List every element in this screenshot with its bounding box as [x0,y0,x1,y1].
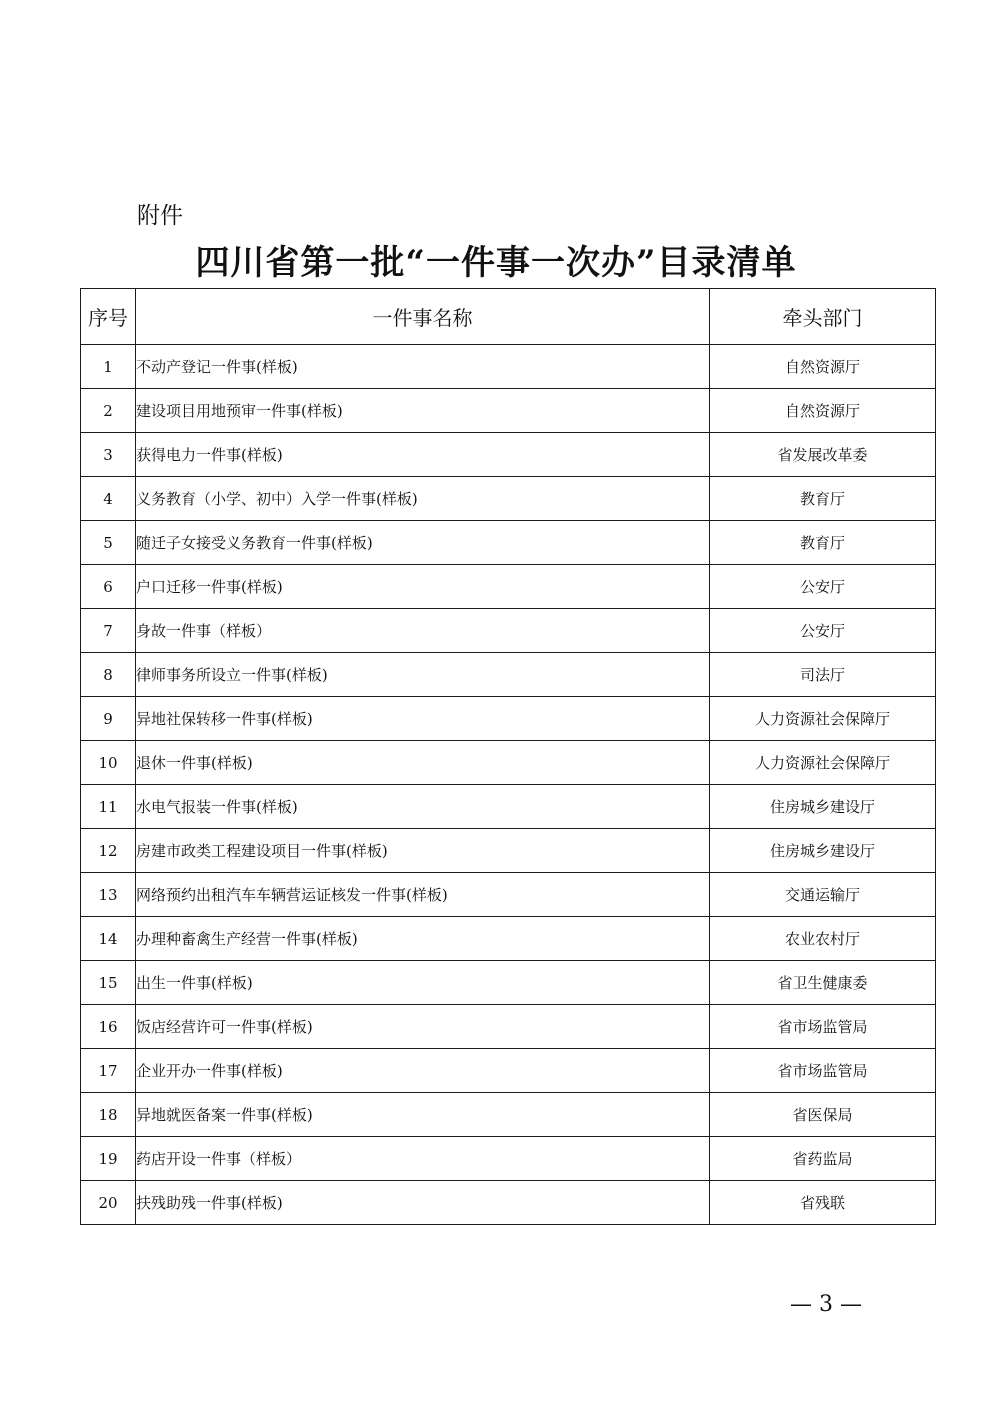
page-number: — 3 — [790,1292,862,1317]
row-number: 13 [81,873,136,917]
table-row [81,389,936,433]
table-row [81,829,936,873]
item-name: 随迁子女接受义务教育一件事(样板) [136,521,710,565]
item-name: 饭店经营许可一件事(样板) [136,1005,710,1049]
item-name: 房建市政类工程建设项目一件事(样板) [136,829,710,873]
table-row [81,521,936,565]
row-number: 20 [81,1181,136,1225]
attachment-label: 附件 [137,203,183,229]
table-row [81,609,936,653]
item-name: 获得电力一件事(样板) [136,433,710,477]
row-number: 12 [81,829,136,873]
lead-department: 教育厅 [710,521,936,565]
lead-department: 住房城乡建设厅 [710,785,936,829]
lead-department: 省发展改革委 [710,433,936,477]
item-name: 异地就医备案一件事(样板) [136,1093,710,1137]
lead-department: 司法厅 [710,653,936,697]
row-number: 9 [81,697,136,741]
lead-department: 省残联 [710,1181,936,1225]
row-number: 3 [81,433,136,477]
lead-department: 自然资源厅 [710,389,936,433]
lead-department: 交通运输厅 [710,873,936,917]
table-row [81,433,936,477]
row-number: 10 [81,741,136,785]
item-name: 身故一件事（样板） [136,609,710,653]
lead-department: 省医保局 [710,1093,936,1137]
item-name: 出生一件事(样板) [136,961,710,1005]
row-number: 17 [81,1049,136,1093]
item-name: 不动产登记一件事(样板) [136,345,710,389]
item-name: 义务教育（小学、初中）入学一件事(样板) [136,477,710,521]
table-row [81,741,936,785]
header-item-name: 一件事名称 [136,289,710,345]
table-row [81,961,936,1005]
table-row [81,565,936,609]
item-name: 退休一件事(样板) [136,741,710,785]
lead-department: 省卫生健康委 [710,961,936,1005]
item-name: 企业开办一件事(样板) [136,1049,710,1093]
row-number: 16 [81,1005,136,1049]
lead-department: 省市场监管局 [710,1005,936,1049]
table-row [81,1049,936,1093]
item-name: 律师事务所设立一件事(样板) [136,653,710,697]
item-name: 户口迁移一件事(样板) [136,565,710,609]
catalog-table [80,288,936,1225]
item-name: 水电气报装一件事(样板) [136,785,710,829]
row-number: 15 [81,961,136,1005]
table-row [81,477,936,521]
row-number: 7 [81,609,136,653]
table-row [81,917,936,961]
row-number: 18 [81,1093,136,1137]
table-row [81,1137,936,1181]
row-number: 19 [81,1137,136,1181]
item-name: 网络预约出租汽车车辆营运证核发一件事(样板) [136,873,710,917]
row-number: 1 [81,345,136,389]
item-name: 建设项目用地预审一件事(样板) [136,389,710,433]
table-row [81,873,936,917]
table-body [81,345,936,1225]
lead-department: 人力资源社会保障厅 [710,741,936,785]
lead-department: 教育厅 [710,477,936,521]
item-name: 药店开设一件事（样板） [136,1137,710,1181]
lead-department: 住房城乡建设厅 [710,829,936,873]
table-row [81,1005,936,1049]
table-row [81,345,936,389]
lead-department: 农业农村厅 [710,917,936,961]
lead-department: 自然资源厅 [710,345,936,389]
table-row [81,697,936,741]
row-number: 4 [81,477,136,521]
item-name: 办理种畜禽生产经营一件事(样板) [136,917,710,961]
header-sequence: 序号 [81,289,136,345]
row-number: 8 [81,653,136,697]
lead-department: 省市场监管局 [710,1049,936,1093]
lead-department: 公安厅 [710,609,936,653]
row-number: 2 [81,389,136,433]
table-row [81,1181,936,1225]
table-row [81,653,936,697]
table-row [81,1093,936,1137]
row-number: 6 [81,565,136,609]
row-number: 11 [81,785,136,829]
table-header-row [81,289,936,345]
table-row [81,785,936,829]
lead-department: 公安厅 [710,565,936,609]
document-title: 四川省第一批“一件事一次办”目录清单 [195,243,797,283]
lead-department: 人力资源社会保障厅 [710,697,936,741]
header-lead-department: 牵头部门 [710,289,936,345]
row-number: 14 [81,917,136,961]
item-name: 扶残助残一件事(样板) [136,1181,710,1225]
row-number: 5 [81,521,136,565]
item-name: 异地社保转移一件事(样板) [136,697,710,741]
lead-department: 省药监局 [710,1137,936,1181]
